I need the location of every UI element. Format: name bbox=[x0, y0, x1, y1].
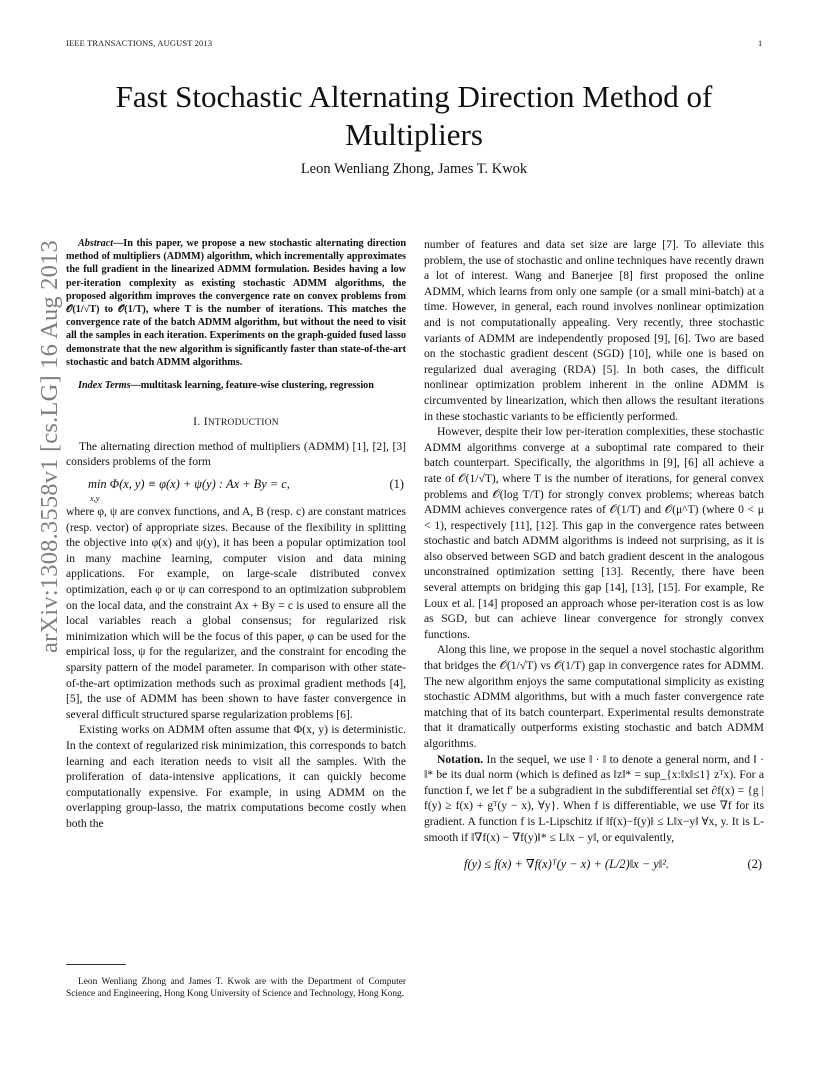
abstract-label: Abstract bbox=[78, 238, 114, 249]
intro-paragraph-1: The alternating direction method of multipliers (ADMM) [1], [2], [3] considers problems of the form bbox=[66, 439, 406, 469]
index-terms-text: —multitask learning, feature-wise clustering, regression bbox=[130, 380, 374, 392]
equation-2 bbox=[424, 851, 764, 881]
intro-paragraph-2: where φ, ψ are convex functions, and A, B (resp. c) are constant matrices (resp. vector) of appropriate sizes. Because of the flexibility in splitting the objective into φ(x) and ψ(y), it has been a popular optimization tool in many machine learning, computer vision and data mining applications. For example, on large-scale distributed convex optimization, each φ or ψ can correspond to an optimization subproblem on the local data, and the constraint Ax + By = c is used to ensure all the local variables reach a global consensus; for regularized risk minimization which will be the focus of this paper, φ can be used for the empirical loss, ψ for the regularizer, and the constraint for encoding the sparsity pattern of the model parameter. In comparison with other state-of-the-art optimization methods such as proximal gradient methods [4], [5], the use of ADMM has been shown to have faster convergence in several difficult structured sparse regularization problems [6]. bbox=[66, 505, 406, 721]
index-terms bbox=[66, 379, 406, 392]
section-rest: NTRODUCTION bbox=[207, 418, 279, 429]
arxiv-stamp: arXiv:1308.3558v1 [cs.LG] 16 Aug 2013 bbox=[36, 240, 63, 653]
equation-1-subscript: x,y bbox=[90, 494, 100, 504]
section-heading bbox=[66, 414, 406, 432]
section-first-letter: I bbox=[203, 415, 208, 429]
equation-1-body: min Φ(x, y) ≡ φ(x) + ψ(y) : Ax + By = c, bbox=[88, 477, 290, 492]
page-number: 1 bbox=[758, 39, 763, 48]
index-terms-label: Index Terms bbox=[78, 380, 131, 392]
right-column bbox=[424, 237, 764, 881]
paper-authors: Leon Wenliang Zhong, James T. Kwok bbox=[300, 161, 528, 177]
abstract bbox=[66, 237, 406, 369]
notation-label: Notation. bbox=[437, 752, 484, 766]
equation-2-body: f(y) ≤ f(x) + ∇f(x)ᵀ(y − x) + (L/2)‖x − y‖². bbox=[464, 857, 670, 872]
equation-1 bbox=[66, 474, 406, 504]
intro-paragraph-3: Existing works on ADMM often assume that Φ(x, y) is deterministic. In the context of regularized risk minimization, this corresponds to batch learning and each iteration needs to visit all the samples. With the proliferation of data-intensive applications, it can quickly become computationally expensive. For example, in using ADMM on the overlapping group-lasso, the matrix computations become costly when both the bbox=[66, 723, 406, 830]
author-footnote: Leon Wenliang Zhong and James T. Kwok are with the Department of Computer Science and Engineering, Hong Kong University of Science and Technology, Hong Kong. bbox=[66, 977, 406, 1000]
equation-2-number: (2) bbox=[747, 857, 762, 872]
paper-title: Fast Stochastic Alternating Direction Method of Multipliers bbox=[115, 79, 713, 152]
right-paragraph-1: number of features and data set size are large [7]. To alleviate this problem, the use of stochastic and online techniques have recently drawn a lot of interest. Wang and Banerjee [8] first proposed the online ADMM, which learns from only one sample (or a small mini-batch) at a time. However, in general, each round involves nonlinear optimization and is not computationally appealing. Very recently, three stochastic variants of ADMM are independently proposed [9], [6]. Two are based on the stochastic gradient descent (SGD) [10], while one is based on regularized dual averaging (RDA) [5]. In both cases, the difficult nonlinear optimization problem inherent in the online ADMM is circumvented by linearization, which then allows the resultant iterations in these stochastic variants to be efficiently performed. bbox=[424, 238, 764, 423]
abstract-text: —In this paper, we propose a new stochastic alternating direction method of multipliers (ADMM) algorithm, which incrementally approximates the full gradient in the linearized ADMM formulation. Besides having a low per-iteration complexity as existing stochastic ADMM algorithms, the proposed algorithm improves the convergence rate on convex problems from 𝒪(1/√T) to 𝒪(1/T), where T is the number of iterations. This matches the convergence rate of the batch ADMM algorithm, but without the need to visit all the samples in each iteration. Experiments on the graph-guided fused lasso demonstrate that the new algorithm is significantly faster than state-of-the-art stochastic and batch ADMM algorithms. bbox=[66, 238, 406, 368]
equation-1-number: (1) bbox=[389, 477, 404, 492]
right-paragraph-2: However, despite their low per-iteration complexities, these stochastic ADMM algorithms converge at a suboptimal rate compared to their batch counterpart. Specifically, the algorithms in [9], [6] all achieve a rate of 𝒪(1/√T), where T is the number of iterations, for general convex problems and 𝒪(log T/T) for strongly convex problems; whereas batch ADMM achieves convergence rates of 𝒪(1/T) and 𝒪(μ^T) (where 0 < μ < 1), respectively [11], [12]. This gap in the convergence rates between stochastic and batch ADMM algorithms is indeed not surprising, as it is also observed between SGD and batch gradient descent in the analogous unconstrained optimization setting [13]. Recently, there have been several attempts on bridging this gap [14], [13], [15]. For example, Re Loux et al. [14] proposed an approach whose per-iteration cost is as low as SGD, but can achieve linear convergence for strongly convex functions. bbox=[424, 425, 764, 641]
right-paragraph-3: Along this line, we propose in the sequel a novel stochastic algorithm that bridges the 𝒪(1/√T) vs 𝒪(1/T) gap in convergence rates for ADMM. The new algorithm enjoys the same computational simplicity as existing stochastic ADMM algorithms, but with a much faster convergence rate matching that of its batch counterpart. Experimental results demonstrate that it dramatically outperforms existing stochastic and batch ADMM algorithms. bbox=[424, 643, 764, 750]
notation-paragraph bbox=[424, 752, 764, 846]
left-column bbox=[66, 237, 406, 831]
notation-text: In the sequel, we use ‖ · ‖ to denote a general norm, and ‖ · ‖* be its dual norm (which is defined as ‖z‖* = sup_{x:‖x‖≤1} zᵀx). For a function f, we let f′ be a subgradient in the subdifferential set ∂f(x) = {g | f(y) ≥ f(x) + gᵀ(y − x), ∀y}. When f is differentiable, we use ∇f for its gradient. A function f is L-Lipschitz if ‖f(x)−f(y)‖ ≤ L‖x−y‖ ∀x, y. It is L-smooth if ‖∇f(x) − ∇f(y)‖* ≤ L‖x − y‖, or equivalently, bbox=[424, 752, 764, 844]
running-header: IEEE TRANSACTIONS, AUGUST 2013 bbox=[66, 39, 213, 48]
footnote-rule bbox=[66, 964, 126, 965]
section-numeral: I. bbox=[193, 415, 201, 429]
